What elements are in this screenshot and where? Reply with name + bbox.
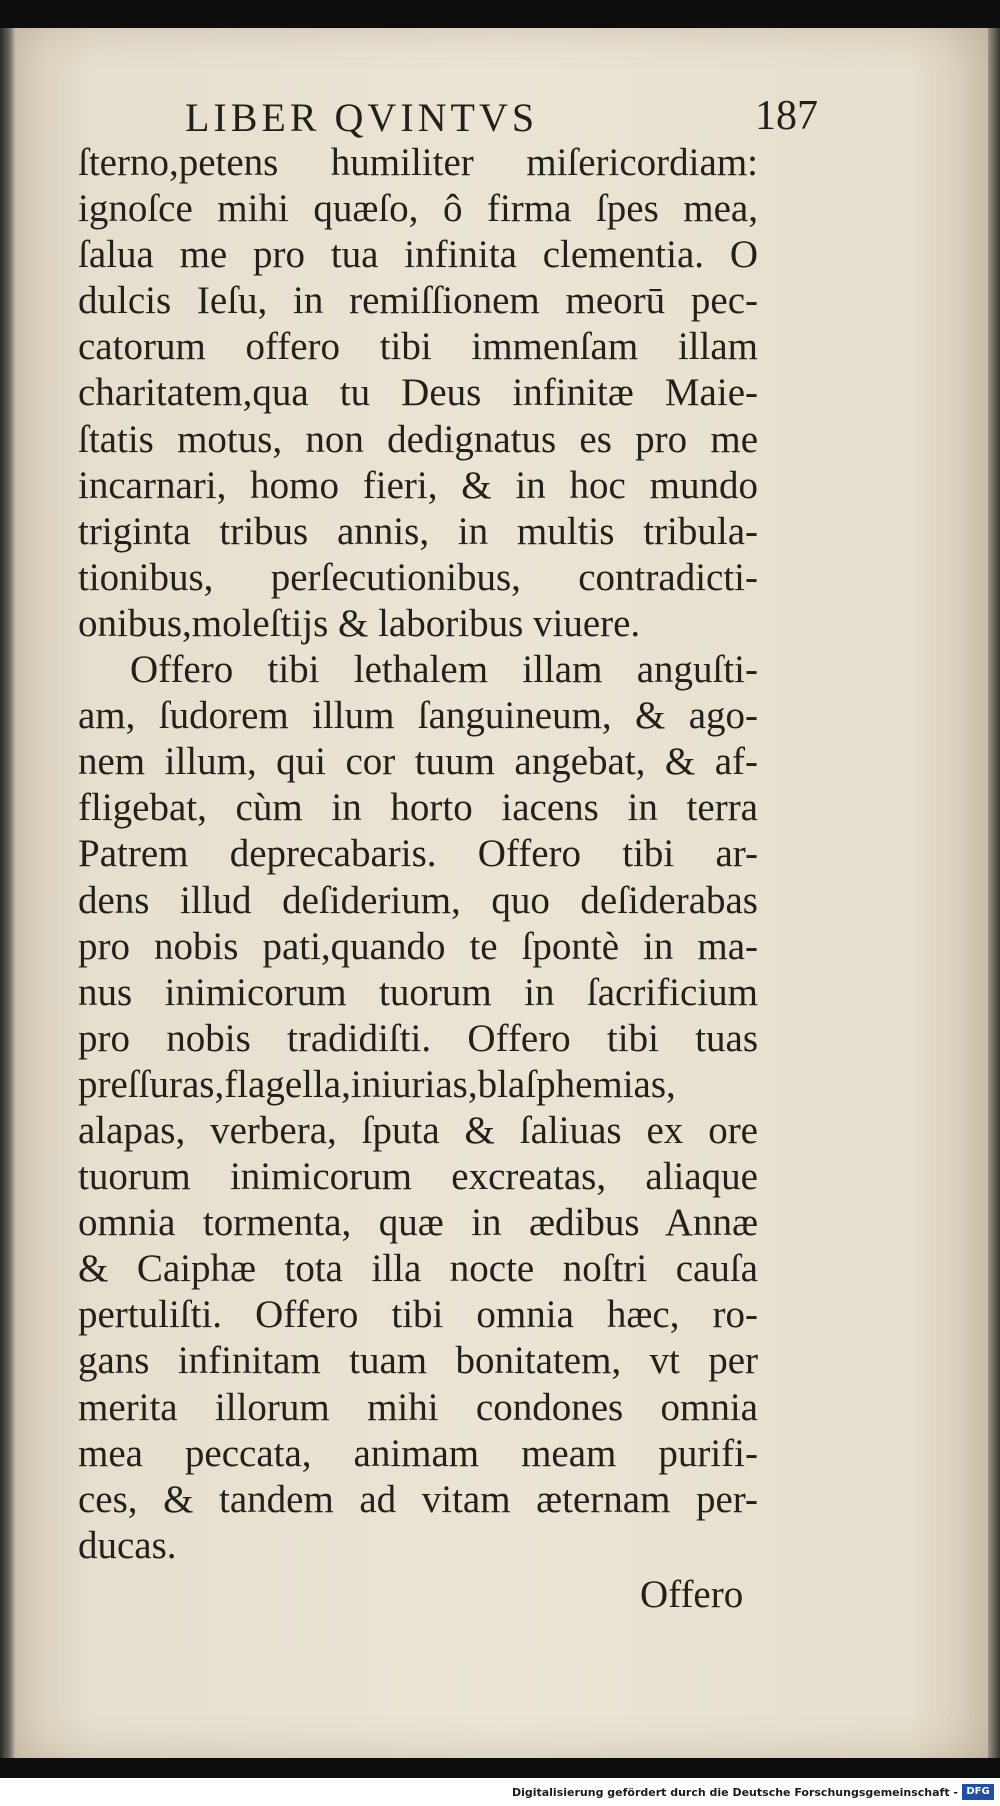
text-line: incarnari, homo fieri, & in hoc mundo: [78, 463, 758, 507]
text-line: ſalua me pro tua infinita clementia. O: [78, 233, 758, 277]
running-head: LIBER QVINTVS: [185, 95, 539, 140]
text-line: nus inimicorum tuorum in ſacrificium: [78, 970, 758, 1014]
text-line: tionibus, perſecutionibus, contradicti-: [78, 555, 758, 599]
funding-credit: Digitalisierung gefördert durch die Deutsche Forschungsgemeinschaft -: [511, 1786, 958, 1799]
text-line: ignoſce mihi quæſo, ô firma ſpes mea,: [78, 187, 758, 231]
text-line: pro nobis tradidiſti. Offero tibi tuas: [78, 1016, 758, 1060]
text-line: catorum offero tibi immenſam illam: [78, 325, 758, 369]
text-line: nem illum, qui cor tuum angebat, & af-: [78, 740, 758, 784]
text-line: pertuliſti. Offero tibi omnia hæc, ro-: [78, 1293, 758, 1337]
text-line: Patrem deprecabaris. Offero tibi ar-: [78, 832, 758, 876]
text-line: ducas.: [78, 1523, 177, 1567]
digitization-footer: [0, 1778, 1000, 1806]
text-line: charitatem,qua tu Deus infinitæ Maie-: [78, 371, 758, 415]
text-line: triginta tribus annis, in multis tribula-: [78, 509, 758, 553]
catchword: Offero: [640, 1573, 744, 1616]
text-line: alapas, verbera, ſputa & ſaliuas ex ore: [78, 1108, 758, 1152]
text-line: gans infinitam tuam bonitatem, vt per: [78, 1339, 758, 1383]
text-line: Offero tibi lethalem illam anguſti-: [130, 648, 758, 692]
text-line: tuorum inimicorum excreatas, aliaque: [78, 1155, 758, 1199]
text-line: mea peccata, animam meam purifi-: [78, 1431, 758, 1475]
page-edge-right: [988, 28, 1000, 1758]
text-line: ces, & tandem ad vitam æternam per-: [78, 1477, 758, 1521]
body-text: [78, 140, 758, 1569]
text-line: ſterno,petens humiliter miſericordiam:: [78, 141, 758, 184]
page-number: 187: [755, 93, 818, 139]
text-line: omnia tormenta, quæ in ædibus Annæ: [78, 1201, 758, 1245]
text-line: dulcis Ieſu, in remiſſionem meorū pec-: [78, 279, 758, 323]
text-line: am, ſudorem illum ſanguineum, & ago-: [78, 694, 758, 738]
page-edge-left: [0, 28, 16, 1758]
text-line: preſſuras,flagella,iniurias,blaſphemias,: [78, 1062, 676, 1106]
dfg-logo: DFG: [962, 1784, 994, 1800]
text-line: ſtatis motus, non dedignatus es pro me: [78, 417, 758, 461]
text-line: & Caiphæ tota illa nocte noſtri cauſa: [78, 1247, 758, 1291]
text-line: dens illud deſiderium, quo deſiderabas: [78, 878, 758, 922]
text-line: pro nobis pati,quando te ſpontè in ma-: [78, 924, 758, 968]
text-line: fligebat, cùm in horto iacens in terra: [78, 786, 758, 830]
text-line: onibus,moleſtijs & laboribus viuere.: [78, 601, 641, 645]
text-line: merita illorum mihi condones omnia: [78, 1385, 758, 1429]
